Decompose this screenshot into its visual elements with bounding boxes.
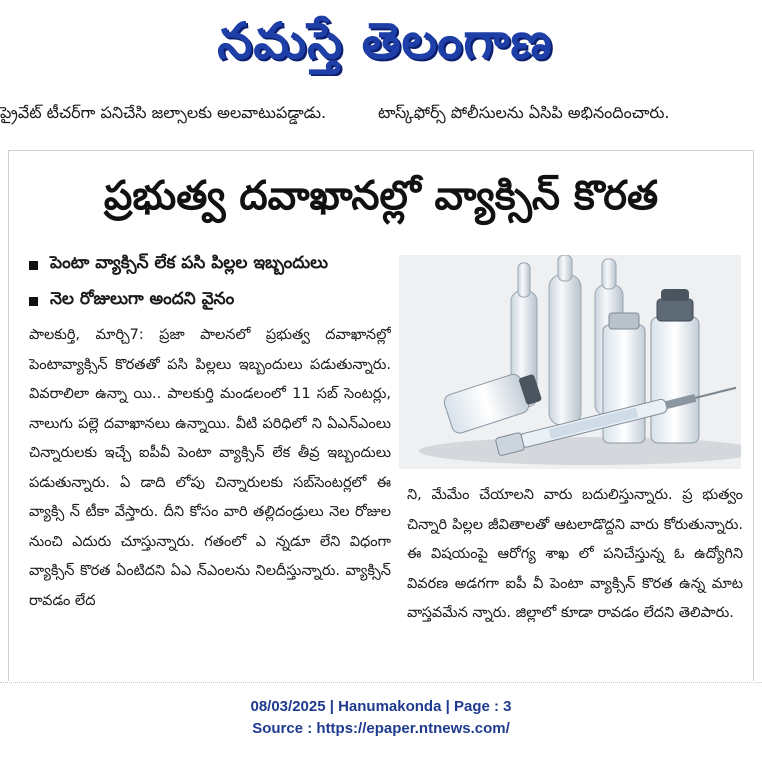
article-body-right-column: ని, మేమేం చేయాలని వారు బదులిస్తున్నారు. ప్ర భుత్వం చిన్నారి పిల్లల జీవితాలతో ఆటలాడొద్దని వారు కోరుతున్నారు. ఈ విషయంపై ఆరోగ్య శాఖ లో పనిచేస్తున్న ఓ ఉద్యోగిని వివరణ అడగగా ఐపీ వీ పెంటా వ్యాక్సిన్ కొరత ఉన్న మాట వాస్తవమేన న్నారు. జిల్లాలో కూడా రావడం లేదని తెలిపారు.: [407, 487, 743, 621]
page-divider: [0, 682, 762, 689]
ticker-strip: [0, 96, 762, 130]
bullet-square-icon: [29, 261, 38, 270]
masthead: [0, 0, 762, 88]
bullet-item: [29, 283, 399, 319]
bullet-square-icon: [29, 297, 38, 306]
article-bullets: [29, 247, 399, 319]
article-headline: ప్రభుత్వ దవాఖానల్లో వ్యాక్సిన్ కొరత: [103, 173, 659, 219]
news-article: [8, 150, 754, 681]
footer-source-link[interactable]: Source : https://epaper.ntnews.com/: [252, 720, 510, 737]
source-footer: [0, 696, 762, 740]
bullet-text: నెల రోజులుగా అందని వైనం: [50, 289, 235, 309]
vaccine-vials-illustration: [399, 255, 741, 469]
article-body-left-column: పాలకుర్తి, మార్చి7: ప్రజా పాలనలో ప్రభుత్వ దవాఖానల్లో పెంటావ్యాక్సిన్ కొరతతో పసి పిల్లలు ఇబ్బందులు పడుతున్నారు. వివరాలిలా ఉన్నా యి.. పాలకుర్తి మండలంలో 11 సబ్ సెంటర్లు, నాలుగు పల్లె దవాఖానలు ఉన్నాయి. వీటి పరిధిలో ని ఏఎన్ఎంలు చిన్నారులకు ఇచ్చే ఐపీవీ పెంటా వ్యాక్సిన్ లేక తీవ్ర ఇబ్బందులు పడుతున్నారు. ఏ డాది లోపు చిన్నారులకు సబ్‌సెంటర్లలో ఈ వ్యాక్సి న్ టీకా వేస్తారు. దీని కోసం వారి తల్లిదండ్రులు నెల రోజుల నుంచి ఎదురు చూస్తున్నారు. గతంలో ఎ న్నడూ లేని విధంగా వ్యాక్సిన్ కొరత ఏంటిదని ఏఎ న్ఎంలను నిలదీస్తున్నారు. వ్యాక్సిన్ రావడం లేద: [29, 327, 391, 609]
masthead-logo-title: నమస్తే తెలంగాణ: [217, 12, 553, 70]
ticker-right-text: టాస్క్‌ఫోర్స్ పోలీసులను ఏసిపి అభినందించారు.: [378, 103, 670, 122]
footer-date-edition: 08/03/2025 | Hanumakonda | Page : 3: [250, 698, 512, 715]
vaccine-vials-photo: [399, 255, 741, 469]
ticker-left-text: ప్రైవేట్ టీచర్‌గా పనిచేసి జల్సాలకు అలవాటుపడ్డాడు.: [0, 103, 327, 122]
bullet-item: [29, 247, 399, 283]
bullet-text: పెంటా వ్యాక్సిన్ లేక పసి పిల్లల ఇబ్బందులు: [50, 253, 329, 273]
